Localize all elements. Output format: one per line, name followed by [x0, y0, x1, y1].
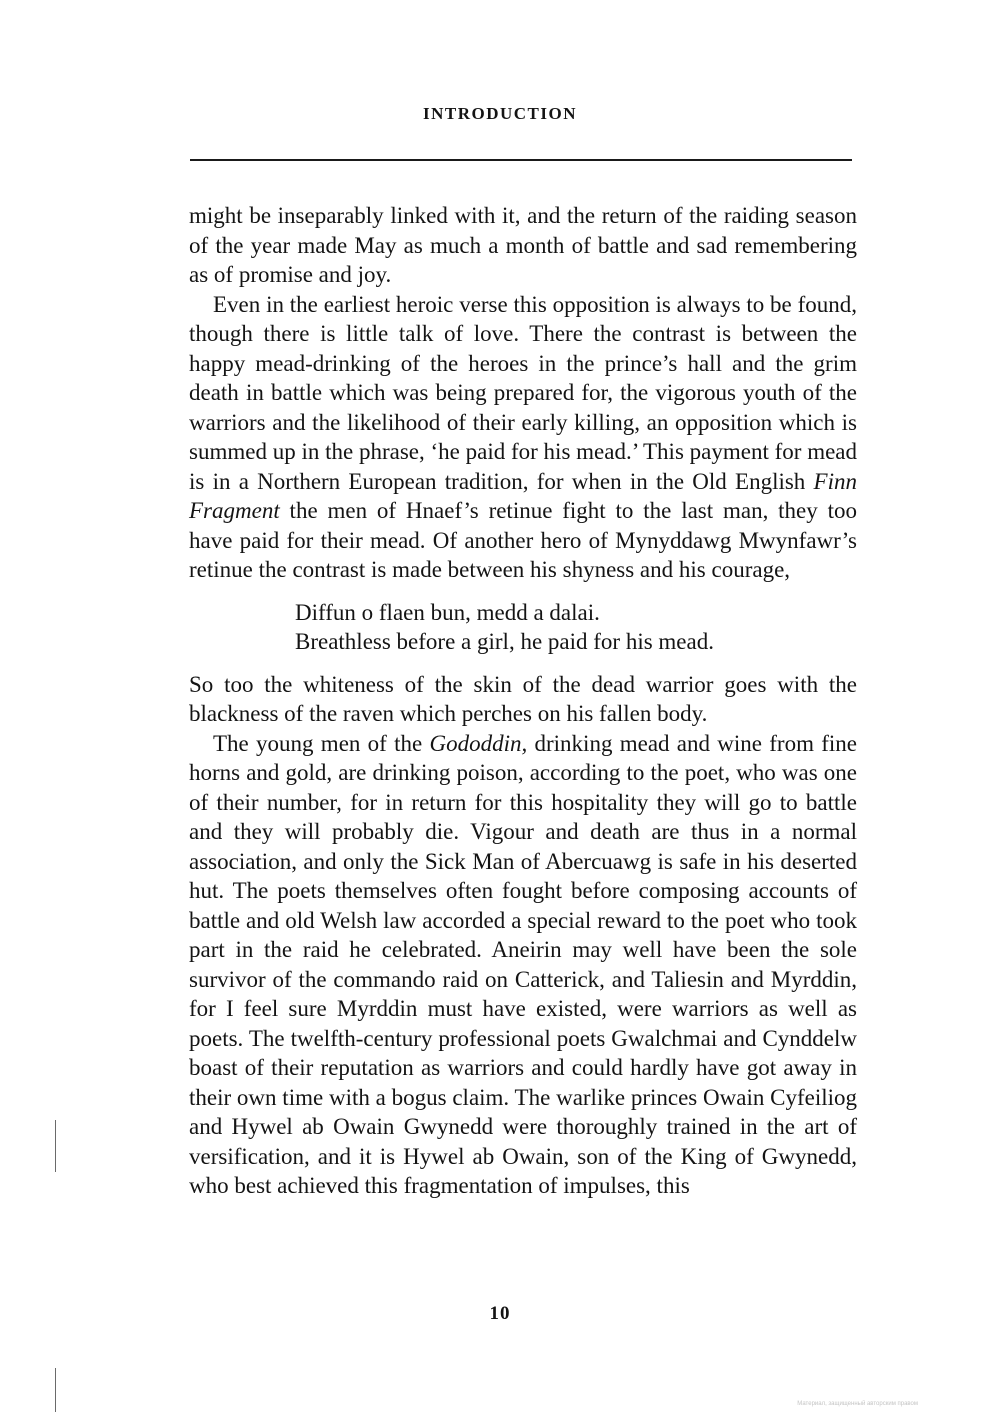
- copyright-watermark: Материал, защищенный авторским правом: [797, 1401, 918, 1407]
- header-rule: [190, 159, 852, 161]
- body-text: [189, 201, 857, 1201]
- title-finn-fragment: Finn Fragment: [189, 468, 857, 523]
- title-gododdin: Gododdin,: [429, 730, 528, 756]
- running-head: INTRODUCTION: [422, 104, 578, 123]
- paragraph-3: So too the whiteness of the skin of the dead warrior goes with the blackness of the raven which perches on his fallen body.: [189, 671, 857, 726]
- paragraph-4-text-b: drinking mead and wine from fine horns and gold, are drinking poison, according to the poet, who was one of their number, for in return for this hospitality they will go to battle and they will probably die. Vigour and death are thus in a normal association, and only the Sick Man of Abercuawg is safe in his deserted hut. The poets themselves often fought before composing accounts of battle and old Welsh law accorded a special reward to the poet who took part in the raid he celebrated. Aneirin may well have been the sole survivor of the commando raid on Catterick, and Taliesin and Myrddin, for I feel sure Myrddin must have existed, were warriors as well as poets. The twelfth-century professional poets Gwalchmai and Cynddelw boast of their reputation as warriors and could hardly have got away in their own time with a bogus claim. The warlike princes Owain Cyfeiliog and Hywel ab Owain Gwynedd were thoroughly trained in the art of versification, and it is Hywel ab Owain, son of the King of Gwynedd, who best achieved this fragmentation of impulses, this: [189, 730, 857, 1198]
- paragraph-2-text-b: the men of Hnaef’s retinue fight to the last man, they too have paid for their mead. Of another hero of Mynyddawg Mwynfawr’s retinue the contrast is made between his shyness and his courage,: [189, 498, 857, 582]
- paragraph-4-text-a: The young men of the: [213, 730, 430, 756]
- verse-line-english: Breathless before a girl, he paid for his mead.: [295, 629, 714, 654]
- page-number: 10: [489, 1303, 511, 1324]
- paragraph-2: [189, 290, 857, 585]
- paragraph-4: [189, 729, 857, 1201]
- scan-margin-mark: [55, 1368, 56, 1412]
- scan-margin-mark: [55, 1120, 56, 1172]
- paragraph-2-text-a: Even in the earliest heroic verse this opposition is always to be found, though there is little talk of love. There the contrast is between the happy mead-drinking of the heroes in the prince’s hall and the grim death in battle which was being prepared for, the vigorous youth of the warriors and the likelihood of their early killing, an opposition which is summed up in the phrase, ‘he paid for his mead.’ This payment for mead is in a Northern European tradition, for when in the Old English: [189, 291, 857, 494]
- paragraph-1: might be inseparably linked with it, and the return of the raiding season of the year made May as much a month of battle and sad remembering as of promise and joy.: [189, 203, 857, 287]
- verse-line-welsh: Diffun o flaen bun, medd a dalai.: [295, 599, 600, 625]
- verse-quotation: [295, 598, 857, 657]
